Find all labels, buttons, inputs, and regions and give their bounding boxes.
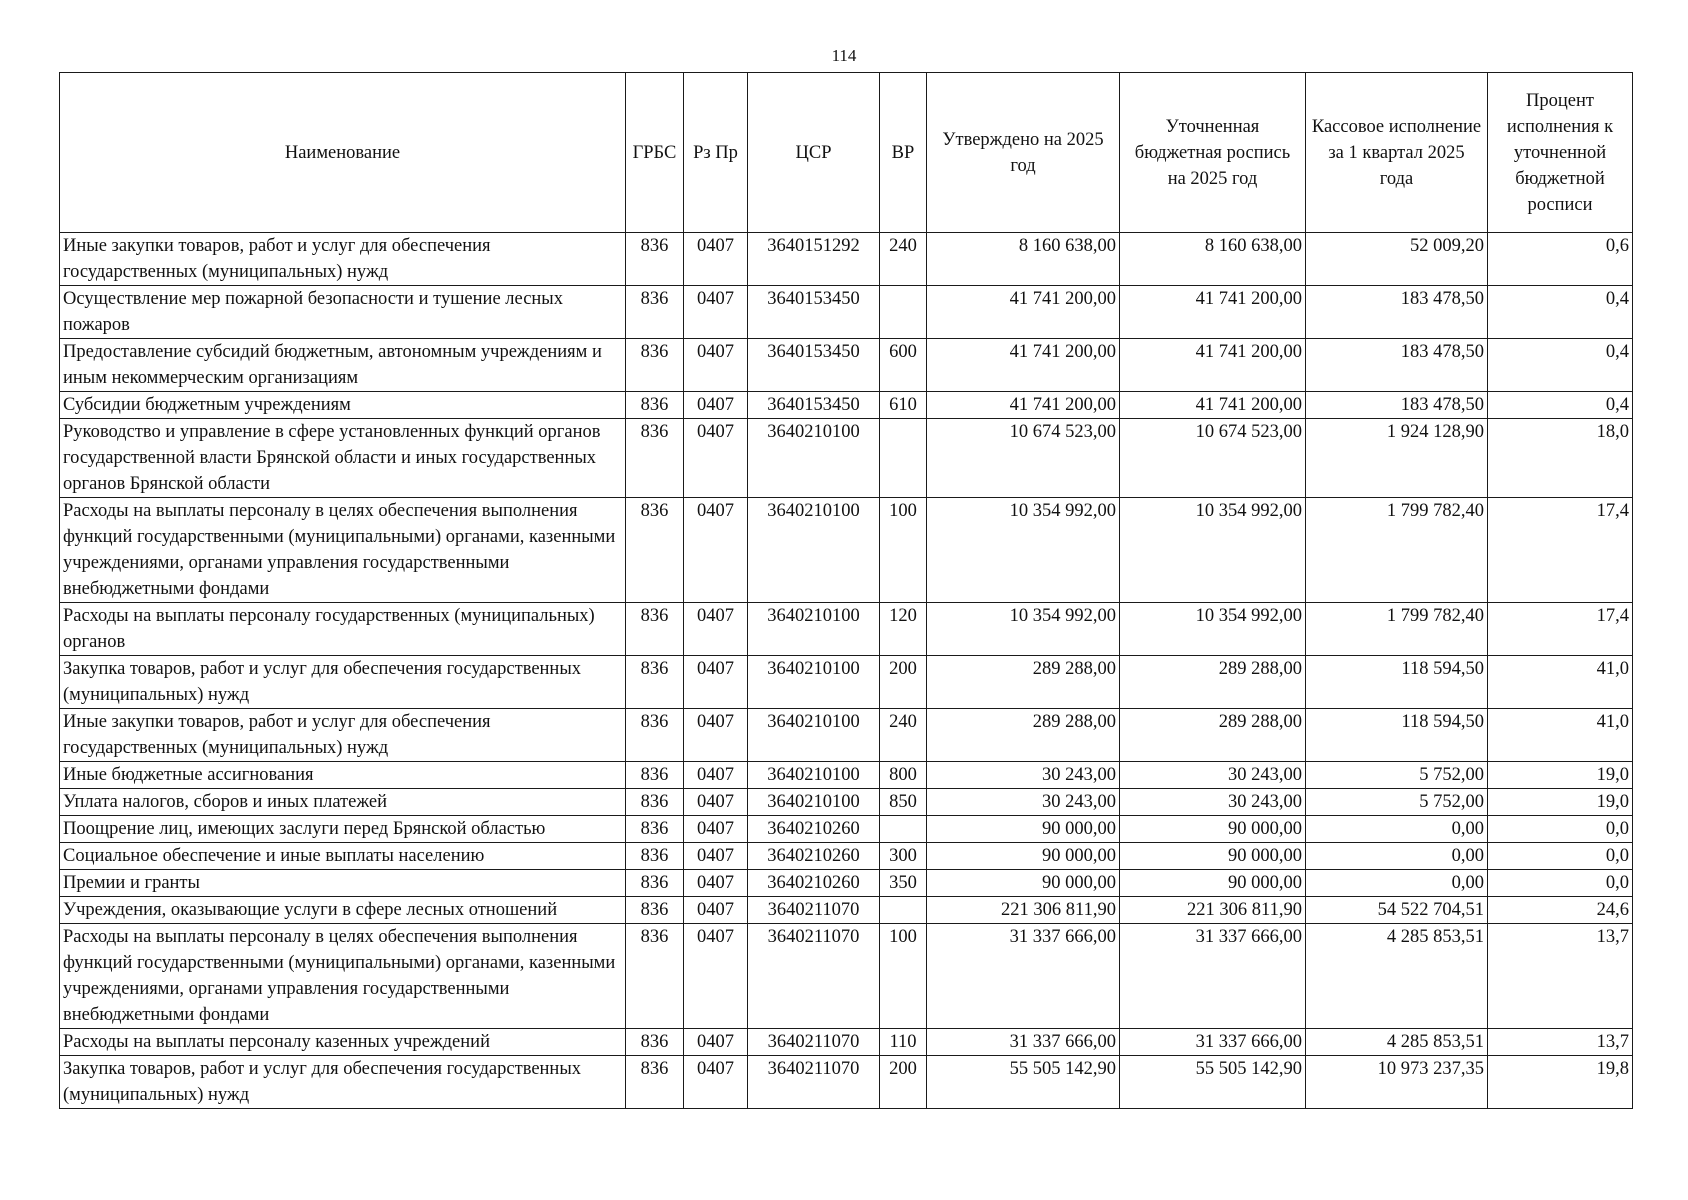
- cell-cash: 5 752,00: [1306, 762, 1488, 789]
- cell-percent: 13,7: [1488, 924, 1633, 1029]
- cell-grbs: 836: [626, 897, 684, 924]
- cell-grbs: 836: [626, 709, 684, 762]
- cell-name: Социальное обеспечение и иные выплаты населению: [60, 843, 626, 870]
- cell-cash: 1 799 782,40: [1306, 498, 1488, 603]
- header-refined: Уточненная бюджетная роспись на 2025 год: [1120, 73, 1306, 233]
- cell-approved: 55 505 142,90: [927, 1056, 1120, 1109]
- cell-refined: 31 337 666,00: [1120, 1029, 1306, 1056]
- cell-vr: 240: [880, 233, 927, 286]
- cell-percent: 0,0: [1488, 843, 1633, 870]
- cell-vr: 300: [880, 843, 927, 870]
- cell-approved: 30 243,00: [927, 762, 1120, 789]
- cell-approved: 41 741 200,00: [927, 392, 1120, 419]
- cell-rzpr: 0407: [684, 656, 748, 709]
- cell-grbs: 836: [626, 498, 684, 603]
- cell-name: Иные закупки товаров, работ и услуг для обеспечения государственных (муниципальных) нужд: [60, 233, 626, 286]
- cell-refined: 221 306 811,90: [1120, 897, 1306, 924]
- cell-cash: 183 478,50: [1306, 286, 1488, 339]
- header-name: Наименование: [60, 73, 626, 233]
- cell-name: Субсидии бюджетным учреждениям: [60, 392, 626, 419]
- table-row: [60, 789, 1633, 816]
- cell-approved: 289 288,00: [927, 656, 1120, 709]
- cell-vr: 610: [880, 392, 927, 419]
- cell-grbs: 836: [626, 1029, 684, 1056]
- table-row: [60, 924, 1633, 1029]
- header-percent: Процент исполнения к уточненной бюджетной росписи: [1488, 73, 1633, 233]
- cell-csr: 3640153450: [748, 392, 880, 419]
- header-approved: Утверждено на 2025 год: [927, 73, 1120, 233]
- cell-rzpr: 0407: [684, 897, 748, 924]
- table-row: [60, 762, 1633, 789]
- cell-grbs: 836: [626, 924, 684, 1029]
- cell-rzpr: 0407: [684, 1056, 748, 1109]
- cell-name: Уплата налогов, сборов и иных платежей: [60, 789, 626, 816]
- cell-vr: 850: [880, 789, 927, 816]
- cell-grbs: 836: [626, 392, 684, 419]
- header-cash: Кассовое исполнение за 1 квартал 2025 года: [1306, 73, 1488, 233]
- cell-csr: 3640210100: [748, 498, 880, 603]
- cell-cash: 183 478,50: [1306, 339, 1488, 392]
- cell-refined: 41 741 200,00: [1120, 286, 1306, 339]
- cell-vr: [880, 286, 927, 339]
- cell-grbs: 836: [626, 286, 684, 339]
- cell-refined: 55 505 142,90: [1120, 1056, 1306, 1109]
- cell-refined: 30 243,00: [1120, 762, 1306, 789]
- cell-vr: 600: [880, 339, 927, 392]
- cell-rzpr: 0407: [684, 233, 748, 286]
- header-csr: ЦСР: [748, 73, 880, 233]
- cell-cash: 118 594,50: [1306, 709, 1488, 762]
- cell-refined: 8 160 638,00: [1120, 233, 1306, 286]
- cell-vr: 240: [880, 709, 927, 762]
- cell-approved: 90 000,00: [927, 870, 1120, 897]
- cell-percent: 18,0: [1488, 419, 1633, 498]
- cell-cash: 10 973 237,35: [1306, 1056, 1488, 1109]
- cell-approved: 30 243,00: [927, 789, 1120, 816]
- cell-name: Учреждения, оказывающие услуги в сфере лесных отношений: [60, 897, 626, 924]
- cell-vr: [880, 816, 927, 843]
- cell-approved: 41 741 200,00: [927, 339, 1120, 392]
- table-row: [60, 603, 1633, 656]
- cell-percent: 19,8: [1488, 1056, 1633, 1109]
- cell-name: Расходы на выплаты персоналу в целях обеспечения выполнения функций государственными (муниципальными) органами, казенными учреждениями, органами управления государственными внебюджетными фондами: [60, 924, 626, 1029]
- cell-percent: 17,4: [1488, 498, 1633, 603]
- cell-rzpr: 0407: [684, 1029, 748, 1056]
- cell-vr: 120: [880, 603, 927, 656]
- cell-csr: 3640210100: [748, 603, 880, 656]
- cell-refined: 289 288,00: [1120, 709, 1306, 762]
- cell-approved: 90 000,00: [927, 843, 1120, 870]
- table-row: [60, 816, 1633, 843]
- cell-csr: 3640211070: [748, 897, 880, 924]
- table-row: [60, 1056, 1633, 1109]
- cell-cash: 4 285 853,51: [1306, 924, 1488, 1029]
- cell-percent: 0,4: [1488, 392, 1633, 419]
- cell-grbs: 836: [626, 789, 684, 816]
- cell-csr: 3640210100: [748, 419, 880, 498]
- cell-percent: 19,0: [1488, 762, 1633, 789]
- table-row: [60, 843, 1633, 870]
- cell-csr: 3640211070: [748, 1029, 880, 1056]
- cell-grbs: 836: [626, 1056, 684, 1109]
- cell-csr: 3640210100: [748, 789, 880, 816]
- cell-grbs: 836: [626, 339, 684, 392]
- cell-cash: 0,00: [1306, 870, 1488, 897]
- table-body: [60, 233, 1633, 1109]
- cell-percent: 13,7: [1488, 1029, 1633, 1056]
- cell-vr: 350: [880, 870, 927, 897]
- cell-cash: 118 594,50: [1306, 656, 1488, 709]
- cell-csr: 3640210100: [748, 709, 880, 762]
- cell-name: Премии и гранты: [60, 870, 626, 897]
- cell-refined: 31 337 666,00: [1120, 924, 1306, 1029]
- cell-refined: 41 741 200,00: [1120, 339, 1306, 392]
- cell-vr: [880, 897, 927, 924]
- cell-rzpr: 0407: [684, 816, 748, 843]
- cell-csr: 3640151292: [748, 233, 880, 286]
- cell-vr: 100: [880, 924, 927, 1029]
- cell-percent: 0,4: [1488, 286, 1633, 339]
- cell-rzpr: 0407: [684, 603, 748, 656]
- cell-cash: 52 009,20: [1306, 233, 1488, 286]
- budget-execution-table: [59, 72, 1633, 1109]
- cell-refined: 10 354 992,00: [1120, 603, 1306, 656]
- cell-refined: 10 674 523,00: [1120, 419, 1306, 498]
- table-row: [60, 498, 1633, 603]
- cell-cash: 1 924 128,90: [1306, 419, 1488, 498]
- table-row: [60, 419, 1633, 498]
- cell-percent: 19,0: [1488, 789, 1633, 816]
- cell-name: Иные бюджетные ассигнования: [60, 762, 626, 789]
- header-vr: ВР: [880, 73, 927, 233]
- table-row: [60, 1029, 1633, 1056]
- cell-grbs: 836: [626, 419, 684, 498]
- cell-name: Поощрение лиц, имеющих заслуги перед Брянской областью: [60, 816, 626, 843]
- table-row: [60, 709, 1633, 762]
- cell-refined: 30 243,00: [1120, 789, 1306, 816]
- cell-approved: 8 160 638,00: [927, 233, 1120, 286]
- cell-refined: 289 288,00: [1120, 656, 1306, 709]
- cell-vr: 800: [880, 762, 927, 789]
- cell-cash: 0,00: [1306, 816, 1488, 843]
- table-row: [60, 392, 1633, 419]
- cell-rzpr: 0407: [684, 843, 748, 870]
- cell-cash: 1 799 782,40: [1306, 603, 1488, 656]
- cell-name: Иные закупки товаров, работ и услуг для обеспечения государственных (муниципальных) нужд: [60, 709, 626, 762]
- cell-grbs: 836: [626, 816, 684, 843]
- cell-cash: 0,00: [1306, 843, 1488, 870]
- table-row: [60, 286, 1633, 339]
- cell-percent: 0,6: [1488, 233, 1633, 286]
- table-row: [60, 233, 1633, 286]
- cell-vr: 110: [880, 1029, 927, 1056]
- cell-refined: 90 000,00: [1120, 870, 1306, 897]
- cell-percent: 0,0: [1488, 816, 1633, 843]
- cell-percent: 17,4: [1488, 603, 1633, 656]
- cell-rzpr: 0407: [684, 286, 748, 339]
- header-row: [60, 73, 1633, 233]
- cell-rzpr: 0407: [684, 870, 748, 897]
- cell-name: Предоставление субсидий бюджетным, автономным учреждениям и иным некоммерческим организациям: [60, 339, 626, 392]
- cell-approved: 221 306 811,90: [927, 897, 1120, 924]
- cell-rzpr: 0407: [684, 709, 748, 762]
- cell-csr: 3640210260: [748, 843, 880, 870]
- cell-refined: 90 000,00: [1120, 843, 1306, 870]
- cell-rzpr: 0407: [684, 498, 748, 603]
- cell-rzpr: 0407: [684, 924, 748, 1029]
- cell-approved: 90 000,00: [927, 816, 1120, 843]
- cell-name: Расходы на выплаты персоналу государственных (муниципальных) органов: [60, 603, 626, 656]
- header-rzpr: Рз Пр: [684, 73, 748, 233]
- cell-percent: 41,0: [1488, 709, 1633, 762]
- cell-approved: 289 288,00: [927, 709, 1120, 762]
- cell-name: Закупка товаров, работ и услуг для обеспечения государственных (муниципальных) нужд: [60, 656, 626, 709]
- cell-vr: 100: [880, 498, 927, 603]
- cell-rzpr: 0407: [684, 339, 748, 392]
- cell-grbs: 836: [626, 233, 684, 286]
- cell-cash: 5 752,00: [1306, 789, 1488, 816]
- cell-percent: 24,6: [1488, 897, 1633, 924]
- cell-grbs: 836: [626, 843, 684, 870]
- cell-cash: 183 478,50: [1306, 392, 1488, 419]
- cell-rzpr: 0407: [684, 789, 748, 816]
- cell-refined: 90 000,00: [1120, 816, 1306, 843]
- cell-percent: 0,0: [1488, 870, 1633, 897]
- cell-percent: 41,0: [1488, 656, 1633, 709]
- cell-rzpr: 0407: [684, 762, 748, 789]
- cell-csr: 3640211070: [748, 924, 880, 1029]
- cell-name: Расходы на выплаты персоналу в целях обеспечения выполнения функций государственными (муниципальными) органами, казенными учреждениями, органами управления государственными внебюджетными фондами: [60, 498, 626, 603]
- cell-refined: 10 354 992,00: [1120, 498, 1306, 603]
- cell-name: Осуществление мер пожарной безопасности и тушение лесных пожаров: [60, 286, 626, 339]
- cell-csr: 3640153450: [748, 286, 880, 339]
- header-grbs: ГРБС: [626, 73, 684, 233]
- cell-name: Закупка товаров, работ и услуг для обеспечения государственных (муниципальных) нужд: [60, 1056, 626, 1109]
- cell-rzpr: 0407: [684, 419, 748, 498]
- cell-csr: 3640210100: [748, 762, 880, 789]
- cell-csr: 3640153450: [748, 339, 880, 392]
- cell-grbs: 836: [626, 870, 684, 897]
- cell-csr: 3640210100: [748, 656, 880, 709]
- cell-approved: 10 674 523,00: [927, 419, 1120, 498]
- cell-rzpr: 0407: [684, 392, 748, 419]
- cell-vr: [880, 419, 927, 498]
- cell-grbs: 836: [626, 762, 684, 789]
- cell-csr: 3640210260: [748, 870, 880, 897]
- cell-vr: 200: [880, 656, 927, 709]
- cell-approved: 10 354 992,00: [927, 603, 1120, 656]
- table-row: [60, 339, 1633, 392]
- cell-cash: 4 285 853,51: [1306, 1029, 1488, 1056]
- cell-csr: 3640211070: [748, 1056, 880, 1109]
- cell-name: Расходы на выплаты персоналу казенных учреждений: [60, 1029, 626, 1056]
- table-row: [60, 656, 1633, 709]
- table-row: [60, 870, 1633, 897]
- cell-approved: 10 354 992,00: [927, 498, 1120, 603]
- page-number: 114: [831, 46, 857, 65]
- cell-name: Руководство и управление в сфере установленных функций органов государственной власти Брянской области и иных государственных органов Брянской области: [60, 419, 626, 498]
- cell-percent: 0,4: [1488, 339, 1633, 392]
- table-row: [60, 897, 1633, 924]
- cell-refined: 41 741 200,00: [1120, 392, 1306, 419]
- cell-approved: 41 741 200,00: [927, 286, 1120, 339]
- cell-csr: 3640210260: [748, 816, 880, 843]
- cell-vr: 200: [880, 1056, 927, 1109]
- cell-cash: 54 522 704,51: [1306, 897, 1488, 924]
- cell-approved: 31 337 666,00: [927, 1029, 1120, 1056]
- cell-grbs: 836: [626, 603, 684, 656]
- cell-approved: 31 337 666,00: [927, 924, 1120, 1029]
- cell-grbs: 836: [626, 656, 684, 709]
